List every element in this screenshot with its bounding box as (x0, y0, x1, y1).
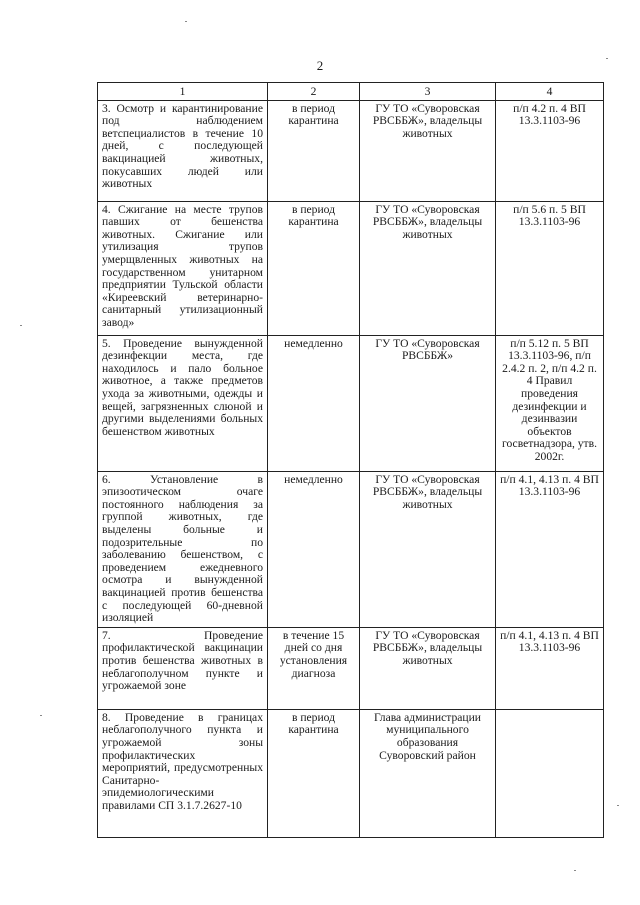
measure-cell: 4. Сжигание на месте трупов павших от бешенства животных. Сжигание или утилизация трупов умерщвленных животных на государственном унитарном предприятии Тульской области «Киреевский ветеринарно-санитарный утилизационный завод» (98, 201, 268, 335)
scan-speck (574, 870, 576, 871)
page-number: 2 (316, 58, 324, 73)
term-cell: немедленно (268, 471, 360, 627)
basis-cell: п/п 5.6 п. 5 ВП 13.3.1103-96 (496, 201, 604, 335)
scan-speck (20, 325, 22, 326)
header-row (98, 83, 604, 101)
measure-cell: 8. Проведение в границах неблагополучного пункта и угрожаемой зоны профилактических мероприятий, предусмотренных Санитарно-эпидемиологическими правилами СП 3.1.7.2627-10 (98, 709, 268, 837)
responsible-cell: ГУ ТО «Суворовская РВСББЖ», владельцы животных (360, 471, 496, 627)
basis-cell: п/п 4.1, 4.13 п. 4 ВП 13.3.1103-96 (496, 627, 604, 709)
term-cell: немедленно (268, 335, 360, 471)
column-header-3: 3 (360, 83, 496, 101)
column-header-2: 2 (268, 83, 360, 101)
measure-cell: 7. Проведение профилактической вакцинации против бешенства животных в неблагополучном пункте и угрожаемой зоне (98, 627, 268, 709)
responsible-cell: ГУ ТО «Суворовская РВСББЖ», владельцы животных (360, 201, 496, 335)
term-cell: в период карантина (268, 100, 360, 201)
table-row (98, 100, 604, 201)
term-cell: в период карантина (268, 201, 360, 335)
scan-speck (40, 715, 42, 716)
measures-table (97, 82, 604, 838)
term-cell: в течение 15 дней со дня установления диагноза (268, 627, 360, 709)
table-row (98, 627, 604, 709)
term-cell: в период карантина (268, 709, 360, 837)
responsible-cell: ГУ ТО «Суворовская РВСББЖ» (360, 335, 496, 471)
table-row (98, 201, 604, 335)
measure-cell: 5. Проведение вынужденной дезинфекции места, где находилось и пало больное животное, а также предметов ухода за животными, одежды и вещей, загрязненных слюной и другими выделениями больных бешенством животных (98, 335, 268, 471)
measure-cell: 3. Осмотр и карантинирование под наблюдением ветспециалистов в течение 10 дней, с последующей вакцинацией животных, покусавших людей или животных (98, 100, 268, 201)
scan-speck (606, 58, 608, 59)
scan-speck (185, 21, 187, 22)
table-row (98, 335, 604, 471)
responsible-cell: ГУ ТО «Суворовская РВСББЖ», владельцы животных (360, 100, 496, 201)
scan-speck (617, 805, 619, 806)
responsible-cell: Глава администрации муниципального образования Суворовский район (360, 709, 496, 837)
column-header-4: 4 (496, 83, 604, 101)
table-row (98, 471, 604, 627)
column-header-1: 1 (98, 83, 268, 101)
basis-cell: п/п 5.12 п. 5 ВП 13.3.1103-96, п/п 2.4.2 п. 2, п/п 4.2 п. 4 Правил проведения дезинфекции и дезинвазии объектов госветнадзора, утв. 2002г. (496, 335, 604, 471)
basis-cell (496, 709, 604, 837)
measure-cell: 6. Установление в эпизоотическом очаге постоянного наблюдения за группой животных, где выделены больные и подозрительные по заболеванию бешенством, с проведением ежедневного осмотра и вынужденной вакцинацией против бешенства с последующей 60-дневной изоляцией (98, 471, 268, 627)
basis-cell: п/п 4.1, 4.13 п. 4 ВП 13.3.1103-96 (496, 471, 604, 627)
basis-cell: п/п 4.2 п. 4 ВП 13.3.1103-96 (496, 100, 604, 201)
responsible-cell: ГУ ТО «Суворовская РВСББЖ», владельцы животных (360, 627, 496, 709)
table-row (98, 709, 604, 837)
